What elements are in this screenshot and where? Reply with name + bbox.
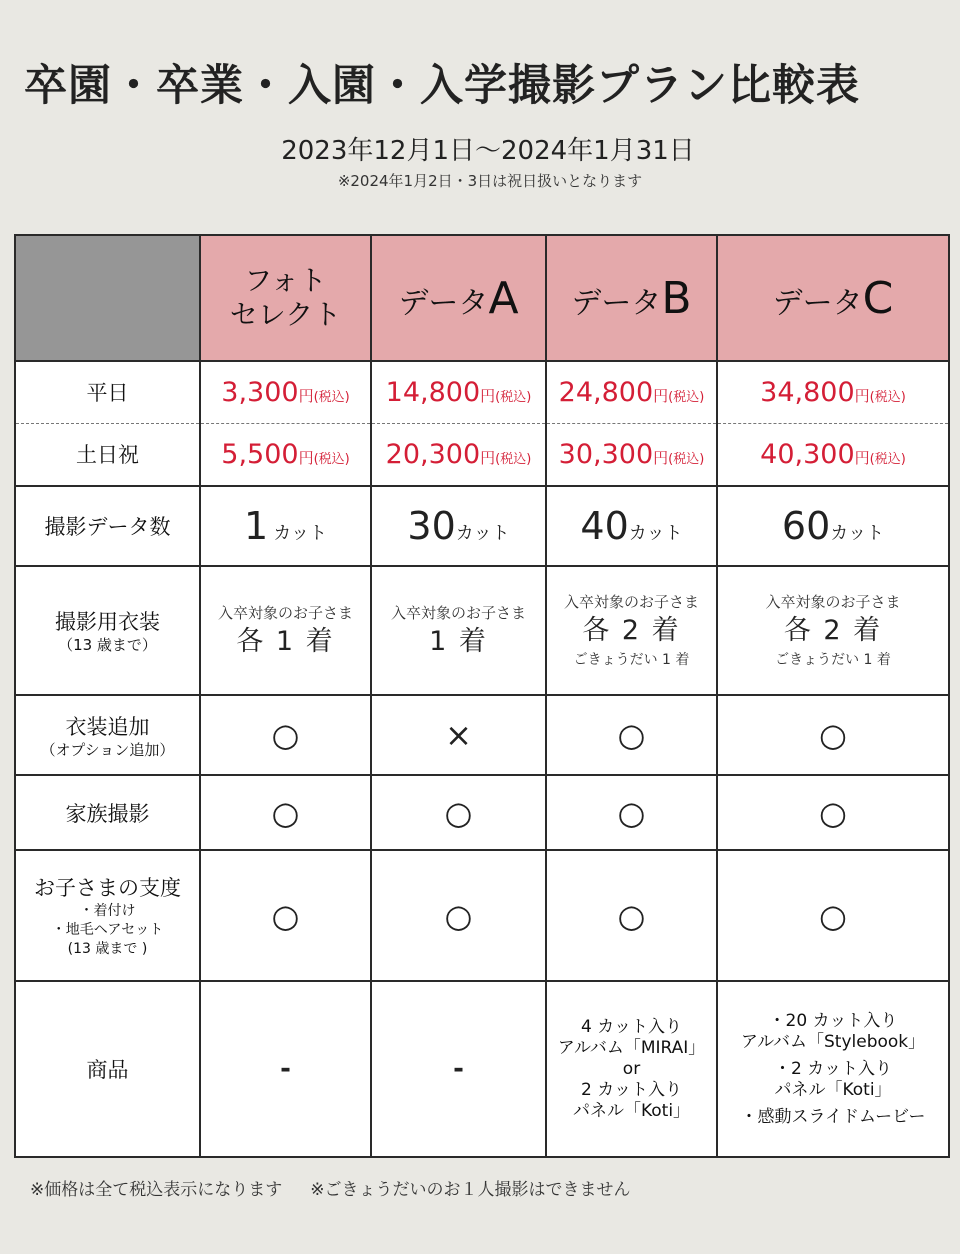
- availability-cell: [371, 775, 546, 850]
- row-label-costume: [15, 566, 200, 695]
- plan-name: データ: [571, 285, 662, 321]
- costume-cell: [717, 566, 949, 695]
- price-value: 5,500: [221, 438, 299, 470]
- price-cell: [200, 423, 371, 486]
- tax-note: (税込): [869, 389, 906, 405]
- cut-unit: カット: [830, 523, 885, 544]
- tax-note: (税込): [668, 389, 705, 405]
- plan-letter: B: [661, 272, 692, 324]
- availability-cell: [200, 850, 371, 981]
- product-cell: [717, 981, 949, 1157]
- costume-sibling: ごきょうだい 1 着: [573, 651, 690, 668]
- row-label-weekday: 平日: [15, 361, 200, 423]
- product-cell: [371, 981, 546, 1157]
- product-cell: [200, 981, 371, 1157]
- price-cell: [371, 423, 546, 486]
- costume-cell: [546, 566, 717, 695]
- availability-cell: [546, 695, 717, 775]
- costume-add-row: [15, 695, 949, 775]
- circle-mark-icon: ○: [271, 793, 300, 832]
- row-label-holiday: 土日祝: [15, 423, 200, 486]
- price-cell: [546, 423, 717, 486]
- availability-cell: [371, 850, 546, 981]
- plan-letter: C: [862, 272, 894, 324]
- plan-letter: A: [488, 272, 519, 324]
- price-value: 14,800: [385, 376, 481, 408]
- price-value: 20,300: [385, 438, 481, 470]
- plan-name: データ: [772, 285, 863, 321]
- none-dash: -: [280, 1054, 291, 1084]
- row-label-costume-add: [15, 695, 200, 775]
- cut-count: 40: [580, 504, 629, 548]
- circle-mark-icon: ○: [819, 716, 847, 754]
- circle-mark-icon: ○: [819, 896, 847, 935]
- tax-note: (税込): [495, 389, 532, 405]
- data-count-row: [15, 486, 949, 566]
- footer-note-tax: ※価格は全て税込表示になります: [30, 1180, 283, 1200]
- availability-cell: [546, 775, 717, 850]
- tax-note: (税込): [313, 451, 350, 467]
- plan-header-data-a: [371, 235, 546, 361]
- plan-header-photo-select: [200, 235, 371, 361]
- footer-notes: [30, 1175, 631, 1200]
- costume-age-note: （13 歳まで）: [58, 636, 157, 654]
- availability-cell: [200, 695, 371, 775]
- row-label-prep: [15, 850, 200, 981]
- costume-target: 入卒対象のお子さま: [390, 603, 526, 622]
- yen-unit: 円: [854, 386, 870, 405]
- product-row: [15, 981, 949, 1157]
- costume-count: 各 2 着: [582, 614, 681, 646]
- price-value: 30,300: [558, 438, 654, 470]
- price-cell: [200, 361, 371, 423]
- availability-cell: [717, 695, 949, 775]
- cut-cell: [546, 486, 717, 566]
- prep-sub-hair: ・地毛ヘアセット: [51, 922, 164, 938]
- costume-cell: [371, 566, 546, 695]
- product-line: パネル「Koti」: [572, 1100, 691, 1121]
- product-line: アルバム「MIRAI」: [557, 1037, 706, 1058]
- yen-unit: 円: [854, 448, 870, 467]
- costume-target: 入卒対象のお子さま: [765, 592, 901, 611]
- product-line: 2 カット入り: [580, 1079, 683, 1100]
- circle-mark-icon: ○: [271, 716, 300, 754]
- tax-note: (税込): [668, 451, 705, 467]
- product-line: アルバム「Stylebook」: [740, 1031, 926, 1052]
- costume-target: 入卒対象のお子さま: [563, 592, 699, 611]
- circle-mark-icon: ○: [444, 896, 473, 935]
- prep-label: お子さまの支度: [34, 876, 181, 900]
- holiday-note: ※2024年1月2日・3日は祝日扱いとなります: [337, 172, 643, 190]
- yen-unit: 円: [480, 386, 496, 405]
- costume-add-label: 衣装追加: [65, 714, 150, 739]
- tax-note: (税込): [495, 451, 532, 467]
- campaign-period: 2023年12月1日～2024年1月31日: [281, 136, 695, 166]
- product-line: ・感動スライドムービー: [740, 1106, 926, 1127]
- circle-mark-icon: ○: [617, 793, 646, 832]
- cut-unit: カット: [628, 523, 683, 544]
- cut-unit: カット: [455, 523, 510, 544]
- cut-count: 60: [781, 504, 831, 548]
- cut-cell: [200, 486, 371, 566]
- cut-count: 1: [243, 504, 269, 548]
- costume-add-sub: （オプション追加）: [40, 740, 175, 759]
- plan-name: データ: [398, 285, 489, 321]
- cross-mark-icon: ×: [445, 716, 472, 754]
- costume-row: [15, 566, 949, 695]
- plan-comparison-table: [14, 234, 950, 1158]
- availability-cell: [200, 775, 371, 850]
- plan-header-data-c: [717, 235, 949, 361]
- price-value: 34,800: [760, 376, 855, 408]
- price-value: 40,300: [760, 438, 855, 470]
- tax-note: (税込): [313, 389, 350, 405]
- product-line: 4 カット入り: [580, 1016, 683, 1037]
- availability-cell: [546, 850, 717, 981]
- costume-sibling: ごきょうだい 1 着: [775, 651, 891, 668]
- costume-cell: [200, 566, 371, 695]
- price-value: 24,800: [558, 376, 654, 408]
- costume-count: 1 着: [429, 625, 488, 657]
- none-dash: -: [453, 1054, 464, 1084]
- costume-label: 撮影用衣装: [55, 610, 160, 634]
- row-label-data-count: 撮影データ数: [15, 486, 200, 566]
- circle-mark-icon: ○: [271, 896, 300, 935]
- price-cell: [371, 361, 546, 423]
- circle-mark-icon: ○: [819, 793, 847, 832]
- yen-unit: 円: [480, 448, 496, 467]
- yen-unit: 円: [298, 386, 314, 405]
- row-label-product: 商品: [15, 981, 200, 1157]
- price-cell: [717, 423, 949, 486]
- prep-row: [15, 850, 949, 981]
- prep-sub-age: (13 歳まで ): [67, 941, 148, 957]
- tax-note: (税込): [869, 451, 906, 467]
- row-label-family: 家族撮影: [15, 775, 200, 850]
- holiday-price-row: [15, 423, 949, 486]
- product-cell: [546, 981, 717, 1157]
- plan-header-data-b: [546, 235, 717, 361]
- availability-cell: [371, 695, 546, 775]
- family-row: [15, 775, 949, 850]
- page-title: 卒園・卒業・入園・入学撮影プラン比較表: [24, 61, 860, 111]
- costume-count: 各 2 着: [783, 614, 883, 646]
- circle-mark-icon: ○: [444, 793, 473, 832]
- prep-sub-kimono: ・着付け: [79, 903, 136, 919]
- price-cell: [546, 361, 717, 423]
- yen-unit: 円: [653, 386, 669, 405]
- table-header-row: [15, 235, 949, 361]
- plan-name-line2: セレクト: [229, 298, 342, 331]
- plan-name-line1: フォト: [244, 264, 327, 297]
- availability-cell: [717, 775, 949, 850]
- product-line: ・2 カット入り: [773, 1058, 893, 1079]
- cut-cell: [717, 486, 949, 566]
- price-cell: [717, 361, 949, 423]
- circle-mark-icon: ○: [617, 716, 646, 754]
- yen-unit: 円: [298, 448, 314, 467]
- product-line: or: [622, 1058, 641, 1079]
- footer-note-sibling: ※ごきょうだいのお１人撮影はできません: [310, 1180, 631, 1200]
- cut-cell: [371, 486, 546, 566]
- header-corner-cell: [15, 235, 200, 361]
- availability-cell: [717, 850, 949, 981]
- product-line: ・20 カット入り: [768, 1010, 898, 1031]
- yen-unit: 円: [653, 448, 669, 467]
- costume-target: 入卒対象のお子さま: [217, 603, 353, 622]
- product-line: パネル「Koti」: [774, 1079, 892, 1100]
- circle-mark-icon: ○: [617, 896, 646, 935]
- price-value: 3,300: [221, 376, 299, 408]
- cut-count: 30: [407, 504, 456, 548]
- cut-unit: カット: [273, 523, 328, 544]
- weekday-price-row: [15, 361, 949, 423]
- costume-count: 各 1 着: [236, 625, 335, 657]
